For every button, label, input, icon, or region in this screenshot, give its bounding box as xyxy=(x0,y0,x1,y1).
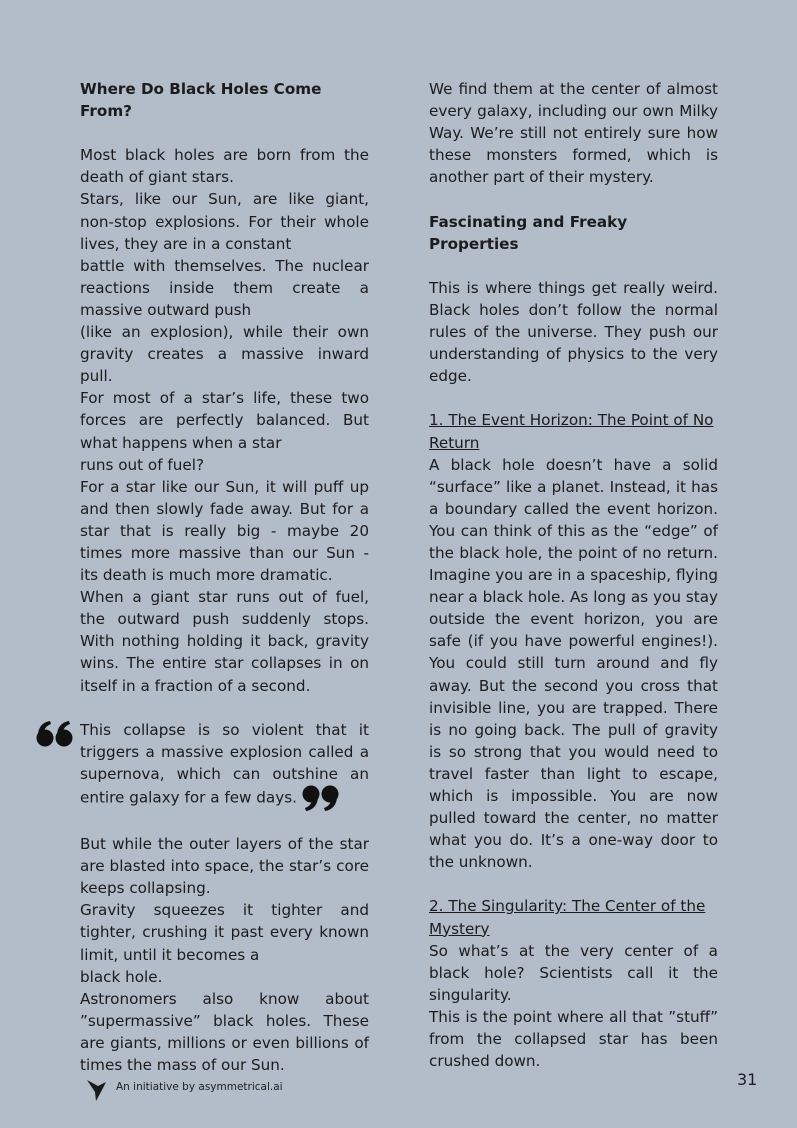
paragraph: black hole. xyxy=(80,967,163,986)
paragraph: A black hole doesn’t have a solid “surface” like a planet. Instead, it has a boundary called the event horizon. You can think of this as the “edge” of the black hole, the point of no return. Imagine you are in a spaceship, flying near a black hole. As long as you stay outside the event horizon, you are safe (if you have powerful engines!). You could still turn around and fly away. But the second you cross that invisible line, you are trapped. There is no going back. The pull of gravity is so strong that you would need to travel faster than light to escape, which is impossible. You are now pulled toward the center, no matter what you do. It’s a one-way door to the unknown. xyxy=(429,455,718,872)
paragraph: Most black holes are born from the death of giant stars. xyxy=(80,146,369,187)
paragraph: Stars, like our Sun, are like giant, non-stop explosions. For their whole lives, they are in a constant xyxy=(80,190,369,253)
paragraph: Gravity squeezes it tighter and tighter, crushing it past every known limit, until it becomes a xyxy=(80,901,369,964)
paragraph: But while the outer layers of the star are blasted into space, the star’s core keeps collapsing. xyxy=(80,835,369,898)
paragraph: For most of a star’s life, these two forces are perfectly balanced. But what happens when a star xyxy=(80,389,369,452)
paragraph: runs out of fuel? xyxy=(80,455,204,474)
paragraph: We find them at the center of almost every galaxy, including our own Milky Way. We’re still not entirely sure how these monsters formed, which is another part of their mystery. xyxy=(429,80,718,187)
close-quote-icon xyxy=(301,785,339,811)
section-heading-properties: Fascinating and Freaky Properties xyxy=(429,212,628,253)
subheading-event-horizon: 1. The Event Horizon: The Point of No Return xyxy=(429,411,714,452)
section-heading-origins: Where Do Black Holes Come From? xyxy=(80,80,322,121)
paragraph: When a giant star runs out of fuel, the outward push suddenly stops. With nothing holding it back, gravity wins. The entire star collapses in on itself in a fraction of a second. xyxy=(80,588,369,695)
subheading-singularity: 2. The Singularity: The Center of the Mystery xyxy=(429,897,706,938)
paragraph: This is where things get really weird. Black holes don’t follow the normal rules of the universe. They push our understanding of physics to the very edge. xyxy=(429,278,718,386)
paragraph: This is the point where all that ”stuff” from the collapsed star has been crushed down. xyxy=(429,1007,718,1071)
paragraph: For a star like our Sun, it will puff up and then slowly fade away. But for a star that is really big - maybe 20 times more massive than our Sun - its death is much more dramatic. xyxy=(80,477,369,585)
open-quote-icon xyxy=(36,721,74,747)
left-column xyxy=(80,78,369,1076)
paragraph: Astronomers also know about ”supermassive” black holes. These are giants, millions or even billions of times the mass of our Sun. xyxy=(80,989,369,1075)
paragraph: So what’s at the very center of a black hole? Scientists call it the singularity. xyxy=(429,941,718,1004)
paragraph: (like an explosion), while their own gravity creates a massive inward pull. xyxy=(80,323,369,386)
footer-credit: An initiative by asymmetrical.ai xyxy=(116,1081,283,1093)
right-column xyxy=(429,78,718,1072)
bird-logo-icon xyxy=(86,1076,108,1102)
page-number: 31 xyxy=(737,1070,758,1089)
pull-quote xyxy=(80,719,369,811)
quote-text: This collapse is so violent that it triggers a massive explosion called a supernova, which can outshine an entire galaxy for a few days. xyxy=(80,720,369,807)
paragraph: battle with themselves. The nuclear reactions inside them create a massive outward push xyxy=(80,256,369,319)
